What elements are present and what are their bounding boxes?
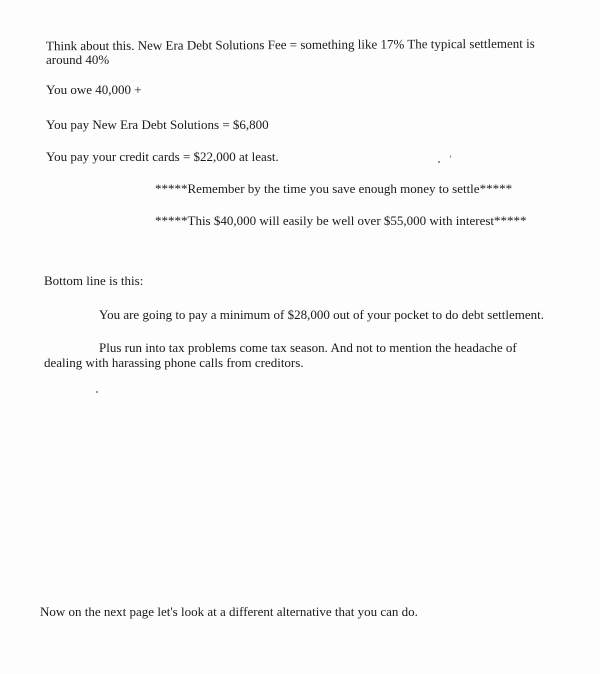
scan-speck (450, 155, 451, 158)
tax-problems-line-1: Plus run into tax problems come tax season. And not to mention the headache of (99, 340, 517, 355)
remember-note: *****Remember by the time you save enough money to settle***** (155, 181, 513, 196)
interest-note: *****This $40,000 will easily be well over $55,000 with interest***** (155, 213, 527, 228)
pay-new-era-line: You pay New Era Debt Solutions = $6,800 (46, 117, 269, 132)
next-page-line: Now on the next page let's look at a different alternative that you can do. (40, 604, 418, 619)
owe-line: You owe 40,000 + (46, 82, 142, 97)
bottom-line-heading: Bottom line is this: (44, 273, 144, 288)
intro-line-1: Think about this. New Era Debt Solutions Fee = something like 17% The typical settlement is (45, 35, 535, 54)
scan-speck (96, 391, 98, 393)
minimum-payment-line: You are going to pay a minimum of $28,000 out of your pocket to do debt settlement. (99, 307, 544, 322)
tax-problems-line-2: dealing with harassing phone calls from creditors. (44, 355, 304, 370)
scan-speck (438, 161, 440, 163)
intro-line-2: around 40% (46, 52, 110, 67)
pay-credit-cards-line: You pay your credit cards = $22,000 at least. (46, 149, 279, 164)
